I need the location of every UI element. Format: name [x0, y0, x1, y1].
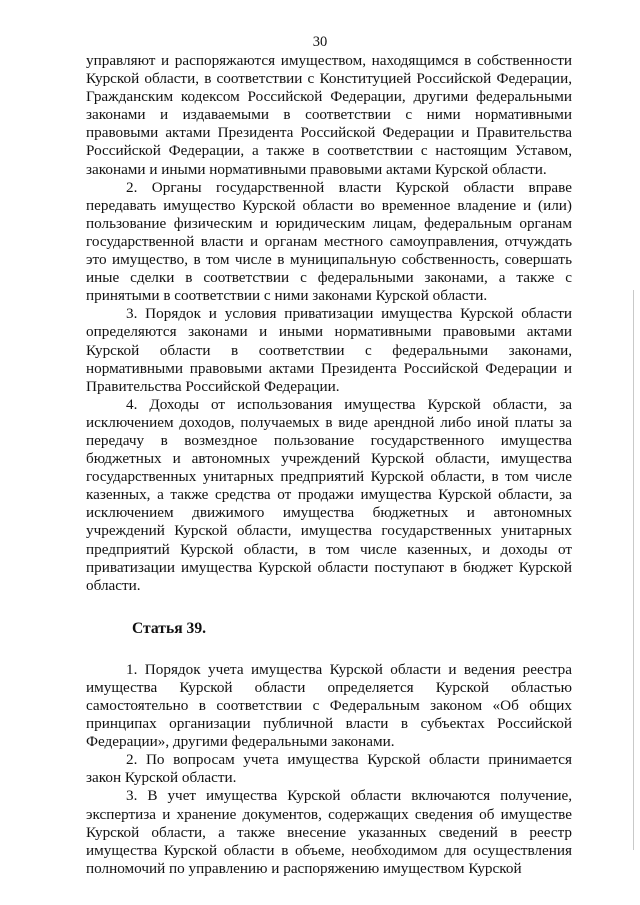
- paragraph-item-3: 3. Порядок и условия приватизации имущества Курской области определяются законами и иными нормативными правовыми актами Курской области в соответствии с федеральными законами, нормативными правовыми актами Президента Российской Федерации и Правительства Российской Федерации.: [86, 305, 572, 395]
- article-39-item-1: 1. Порядок учета имущества Курской области и ведения реестра имущества Курской области определяется Курской областью самостоятельно в соответствии с Федеральным законом «Об общих принципах организации публичной власти в субъектах Российской Федерации», другими федеральными законами.: [86, 660, 572, 751]
- document-body: [86, 52, 572, 878]
- page-number: 30: [312, 34, 328, 50]
- article-39-item-2: 2. По вопросам учета имущества Курской области принимается закон Курской области.: [86, 751, 572, 787]
- paragraph-item-2: 2. Органы государственной власти Курской области вправе передавать имущество Курской области во временное владение и (или) пользование физическим и юридическим лицам, федеральным органам государственной власти и органам местного самоуправления, отчуждать это имущество, в том числе в муниципальную собственность, совершать иные сделки в соответствии с федеральными законами, а также с принятыми в соответствии с ними законами Курской области.: [86, 178, 572, 305]
- article-heading: Статья 39.: [132, 619, 207, 637]
- paragraph-continuation: управляют и распоряжаются имуществом, находящимся в собственности Курской области, в соответствии с Конституцией Российской Федерации, Гражданским кодексом Российской Федерации, другими федеральными законами и издаваемыми в соответствии с ними нормативными правовыми актами Президента Российской Федерации и Правительства Российской Федерации, а также в соответствии с настоящим Уставом, законами и иными нормативными правовыми актами Курской области.: [86, 52, 572, 178]
- scan-edge-line: [633, 290, 634, 850]
- paragraph-item-4: 4. Доходы от использования имущества Курской области, за исключением доходов, получаемых в виде арендной либо иной платы за передачу в возмездное пользование государственного имущества бюджетных и автономных учреждений Курской области, имущества государственных унитарных предприятий Курской области, в том числе казенных, а также средства от продажи имущества Курской области, за исключением движимого имущества бюджетных и автономных учреждений Курской области, имущества государственных унитарных предприятий Курской области, в том числе казенных, и доходы от приватизации имущества Курской области поступают в бюджет Курской области.: [86, 395, 572, 594]
- article-39-item-3: 3. В учет имущества Курской области включаются получение, экспертиза и хранение документов, содержащих сведения об имуществе Курской области, а также внесение указанных сведений в реестр имущества Курской области в объеме, необходимом для осуществления полномочий по управлению и распоряжению имуществом Курской: [86, 787, 572, 877]
